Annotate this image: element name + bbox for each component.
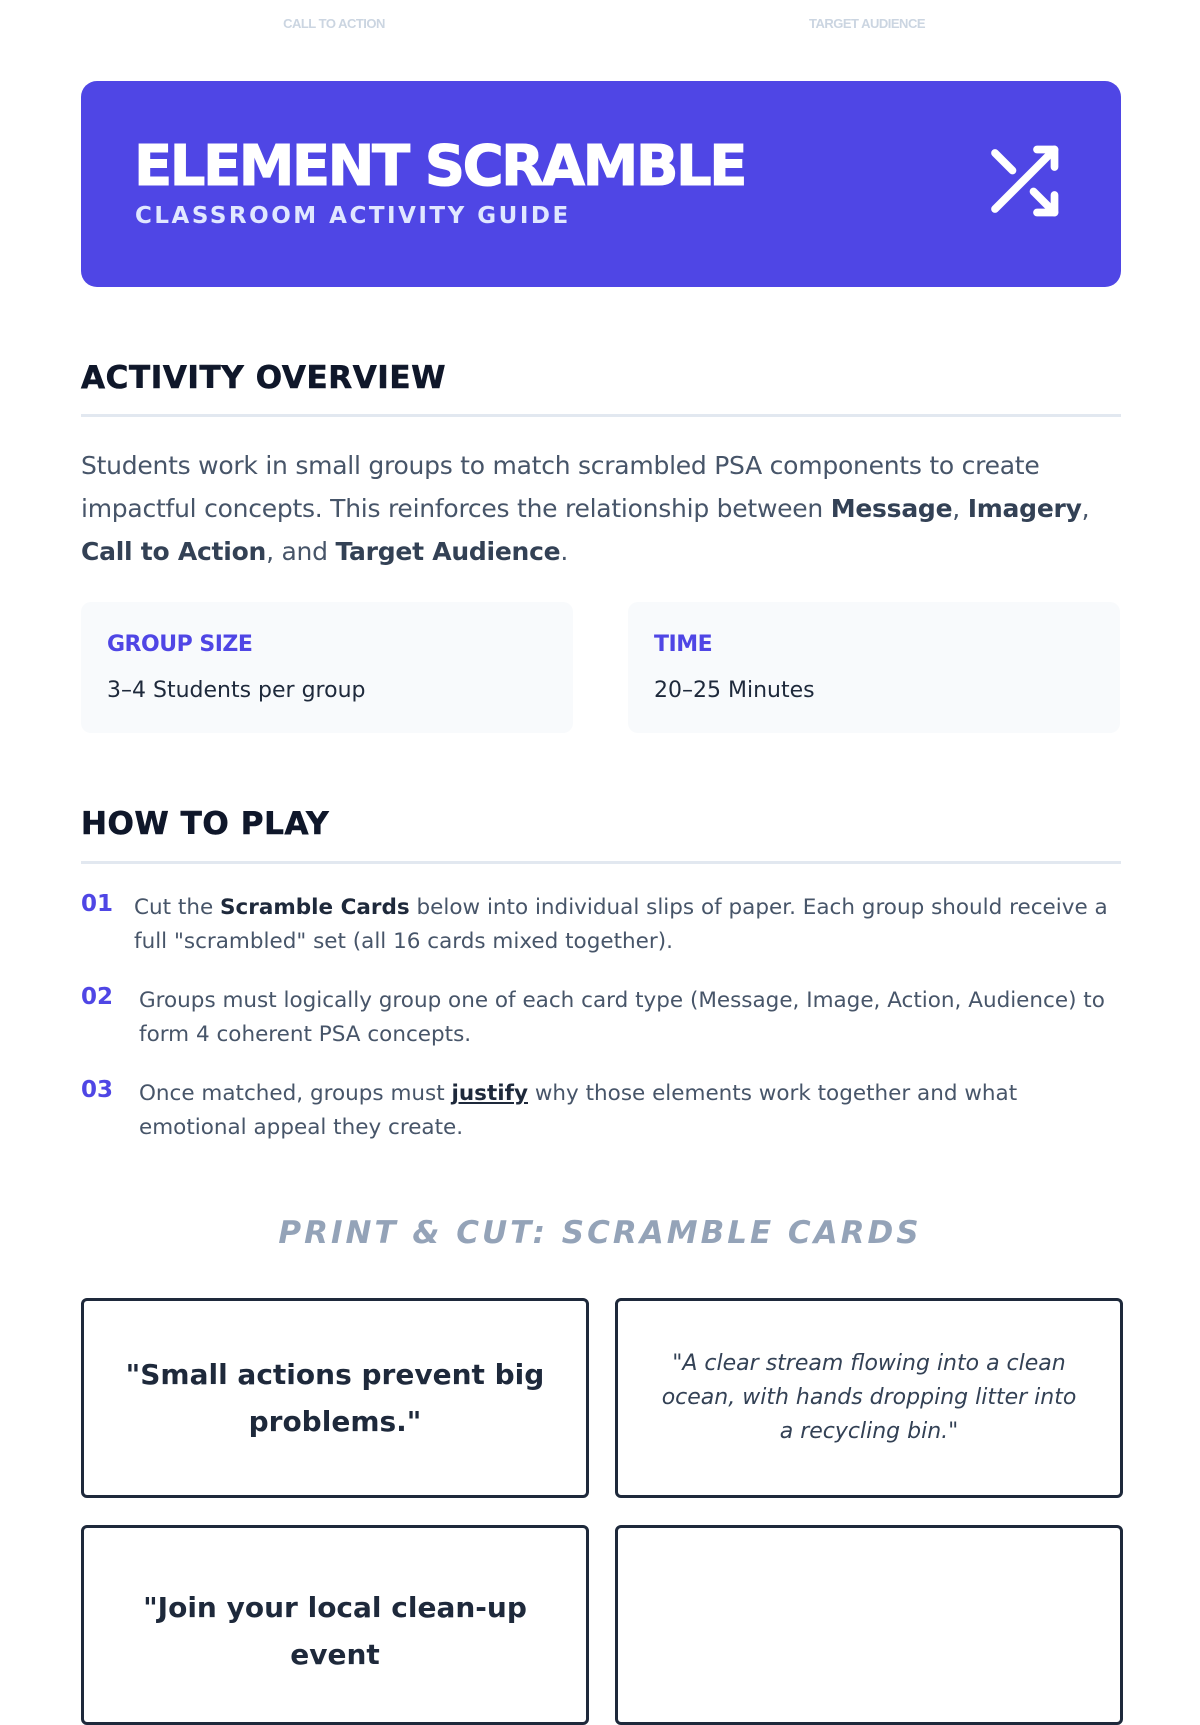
group-size-label: GROUP SIZE [107,632,253,657]
step-number: 01 [81,891,114,917]
top-label-call-to-action: CALL TO ACTION [283,16,385,31]
how-to-play-divider [81,861,1121,864]
justify-emphasis: justify [451,1081,528,1106]
term-call-to-action: Call to Action [81,537,267,566]
time-value: 20–25 Minutes [654,678,815,703]
page-title: ELEMENT SCRAMBLE [134,134,745,199]
scramble-card-imagery [615,1525,1123,1725]
term-message: Message [830,494,953,523]
shuffle-icon [981,139,1065,223]
step-number: 03 [81,1077,114,1103]
scramble-card-message [81,1525,589,1725]
card-text: "Join your local clean-up event [143,1591,527,1671]
page-subtitle: CLASSROOM ACTIVITY GUIDE [135,203,571,229]
overview-divider [81,414,1121,417]
cards-section-heading: PRINT & CUT: SCRAMBLE CARDS [278,1215,922,1251]
step-number: 02 [81,984,114,1010]
overview-heading: ACTIVITY OVERVIEW [81,360,446,396]
term-imagery: Imagery [967,494,1082,523]
time-label: TIME [654,632,713,657]
step-text: Once matched, groups must justify why those elements work together and what emotional appeal they create. [139,1081,1018,1140]
time-box [628,602,1120,733]
step-text: Groups must logically group one of each card type (Message, Image, Action, Audience) to form 4 coherent PSA concepts. [139,988,1105,1047]
step-text: Cut the Scramble Cards below into individual slips of paper. Each group should receive a full "scrambled" set (all 16 cards mixed together). [134,895,1108,954]
how-to-play-heading: HOW TO PLAY [81,806,330,842]
group-size-value: 3–4 Students per group [107,678,366,703]
card-text: "Small actions prevent big problems." [125,1358,545,1438]
scramble-cards-emphasis: Scramble Cards [220,895,410,920]
term-target-audience: Target Audience [335,537,561,566]
group-size-box [81,602,573,733]
overview-paragraph: Students work in small groups to match scrambled PSA components to create impactful concepts. This reinforces the relationship between Message, Imagery, Call to Action, and Target Audience. [81,451,1090,566]
top-label-target-audience: TARGET AUDIENCE [809,16,925,31]
scramble-card-imagery [615,1298,1123,1498]
header-banner [81,81,1121,287]
scramble-card-message [81,1298,589,1498]
card-text: "A clear stream flowing into a clean ocean, with hands dropping litter into a recycling bin." [661,1351,1077,1444]
